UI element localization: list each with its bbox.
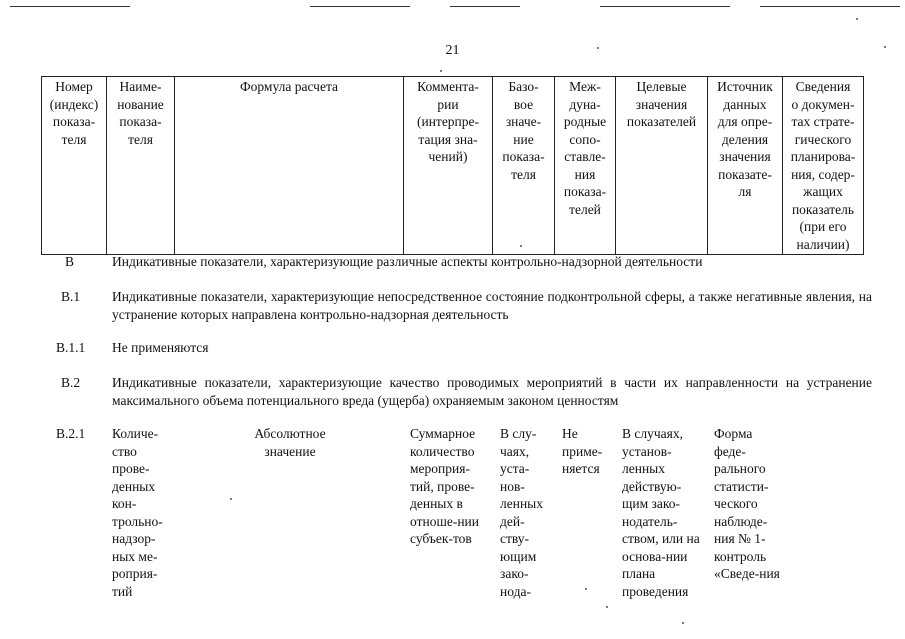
section-number: В xyxy=(65,254,75,269)
scan-line xyxy=(450,6,520,7)
section-number: В.1.1 xyxy=(56,340,86,355)
section-number: В.1 xyxy=(61,289,81,304)
scan-speck xyxy=(230,498,232,500)
section-number: В.2 xyxy=(61,375,81,390)
scan-line xyxy=(10,6,130,7)
scan-speck xyxy=(856,18,858,20)
section-text: Индикативные показатели, характеризующие качество проводимых мероприятий в части их направленности на устранение максимального объема потенциального вреда (ущерба) охраняемым законом ценностям xyxy=(112,375,872,408)
scan-speck xyxy=(682,622,684,624)
formula-value: Абсолютное значение xyxy=(254,426,326,459)
scan-line xyxy=(600,6,730,7)
scan-speck xyxy=(606,606,608,608)
comment-value: Суммарное количество мероприя-тий, прове-денных в отноше-нии субъек-тов xyxy=(410,426,480,546)
row-number: В.2.1 xyxy=(56,426,86,441)
scan-line xyxy=(760,6,900,7)
source-value: Форма феде-рального статисти-ческого наблюде-ния № 1-контроль «Сведе-ния xyxy=(714,426,780,581)
header-col-docs: Сведения о докумен- тах страте- гического планирова- ния, содер- жащих показатель (при его наличии) xyxy=(783,77,864,255)
intl-value: Не приме-няется xyxy=(562,426,603,476)
indicator-name: Количе-ство прове-денных кон-трольно-надзор-ных ме-роприя-тий xyxy=(112,426,163,599)
header-col-index: Номер (индекс) показа- теля xyxy=(42,77,107,255)
scan-speck xyxy=(440,70,442,72)
scan-speck xyxy=(520,245,522,247)
header-table xyxy=(41,76,864,255)
header-col-formula: Формула расчета xyxy=(175,77,404,255)
scan-line xyxy=(310,6,410,7)
base-value: В слу-чаях, уста-нов-ленных дей-ству-ющим зако-нода- xyxy=(500,426,543,599)
section-text: Индикативные показатели, характеризующие различные аспекты контрольно-надзорной деятельности xyxy=(112,254,703,269)
header-col-source: Источник данных для опре- деления значения показате- ля xyxy=(708,77,783,255)
header-col-name: Наиме- нование показа- теля xyxy=(107,77,175,255)
section-text: Не применяются xyxy=(112,340,209,355)
scan-speck xyxy=(884,46,886,48)
header-col-comment: Коммента- рии (интерпре- тация зна- чений) xyxy=(404,77,493,255)
section-text: Индикативные показатели, характеризующие непосредственное состояние подконтрольной сферы, а также негативные явления, на устранение которых направлена контрольно-надзорная деятельность xyxy=(112,289,872,322)
header-col-target: Целевые значения показателей xyxy=(616,77,708,255)
header-col-base: Базо- вое значе- ние показа- теля xyxy=(493,77,555,255)
page-number: 21 xyxy=(445,43,460,58)
scan-speck xyxy=(585,588,587,590)
header-col-intl: Меж- дуна- родные сопо- ставле- ния показа- телей xyxy=(555,77,616,255)
target-value: В случаях, установ-ленных действую-щим зако-нодатель-ством, или на основа-нии плана проведения xyxy=(622,426,700,599)
scan-speck xyxy=(597,47,599,49)
